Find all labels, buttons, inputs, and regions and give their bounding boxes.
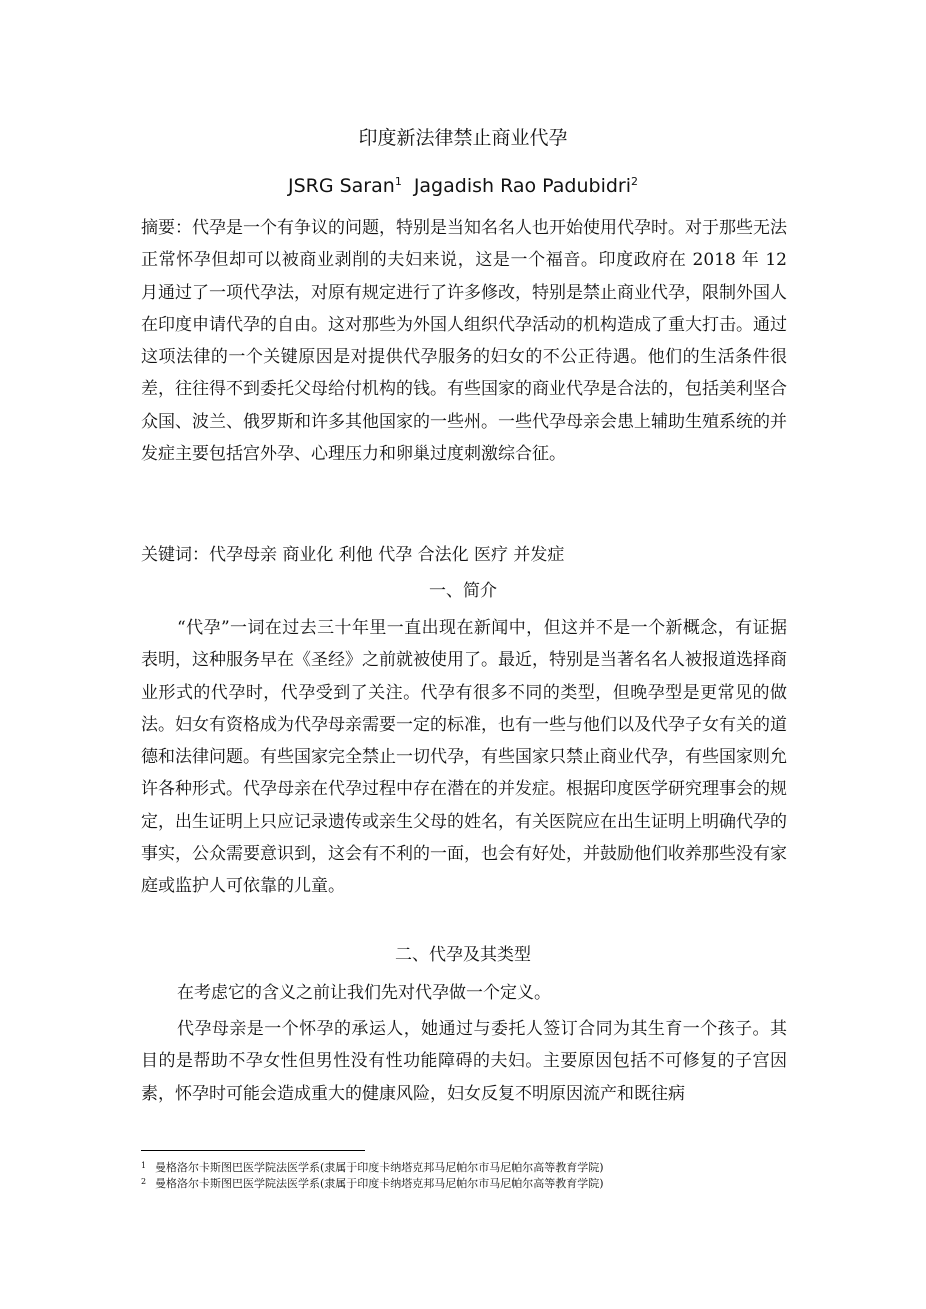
footnote-item: 1 曼格洛尔卡斯图巴医学院法医学系(隶属于印度卡纳塔克邦马尼帕尔市马尼帕尔高等教育学院) <box>141 1161 604 1174</box>
author-affiliation-mark: 2 <box>631 175 639 188</box>
footnote-divider <box>141 1150 365 1151</box>
definition-paragraph: 代孕母亲是一个怀孕的承运人，她通过与委托人签订合同为其生育一个孩子。其目的是帮助不孕女性但男性没有性功能障碍的夫妇。主要原因包括不可修复的子宫因素，怀孕时可能会造成重大的健康风险，妇女反复不明原因流产和既往病 <box>141 1019 787 1104</box>
author-name: JSRG Saran <box>287 175 395 197</box>
footnotes <box>141 1160 801 1192</box>
intro-paragraph: “代孕”一词在过去三十年里一直出现在新闻中，但这并不是一个新概念，有证据表明，这种服务早在《圣经》之前就被使用了。最近，特别是当著名名人被报道选择商业形式的代孕时，代孕受到了关注。代孕有很多不同的类型，但晚孕型是更常见的做法。妇女有资格成为代孕母亲需要一定的标准，也有一些与他们以及代孕子女有关的道德和法律问题。有些国家完全禁止一切代孕，有些国家只禁止商业代孕，有些国家则允许各种形式。代孕母亲在代孕过程中存在潜在的并发症。根据印度医学研究理事会的规定，出生证明上只应记录遗传或亲生父母的姓名，有关医院应在出生证明上明确代孕的事实，公众需要意识到，这会有不利的一面，也会有好处，并鼓励他们收养那些没有家庭或监护人可依靠的儿童。 <box>141 618 787 897</box>
footnote-item: 2 曼格洛尔卡斯图巴医学院法医学系(隶属于印度卡纳塔克邦马尼帕尔市马尼帕尔高等教育学院) <box>141 1177 604 1190</box>
definition-intro-paragraph: 在考虑它的含义之前让我们先对代孕做一个定义。 <box>177 983 551 1003</box>
keywords-line: 关键词：代孕母亲 商业化 利他 代孕 合法化 医疗 并发症 <box>141 545 565 565</box>
section-heading-intro: 一、简介 <box>429 581 497 601</box>
paper-title: 印度新法律禁止商业代孕 <box>358 127 568 149</box>
footnote-text: 曼格洛尔卡斯图巴医学院法医学系(隶属于印度卡纳塔克邦马尼帕尔市马尼帕尔高等教育学院) <box>155 1177 604 1190</box>
author-line <box>0 172 926 200</box>
author-affiliation-mark: 1 <box>394 175 402 188</box>
footnote-text: 曼格洛尔卡斯图巴医学院法医学系(隶属于印度卡纳塔克邦马尼帕尔市马尼帕尔高等教育学院) <box>155 1161 604 1174</box>
section-heading-types: 二、代孕及其类型 <box>395 945 531 965</box>
abstract-paragraph: 摘要：代孕是一个有争议的问题，特别是当知名名人也开始使用代孕时。对于那些无法正常怀孕但却可以被商业剥削的夫妇来说，这是一个福音。印度政府在 2018 年 12 月通过了一项代孕法，对原有规定进行了许多修改，特别是禁止商业代孕，限制外国人在印度申请代孕的自由。这对那些为外国人组织代孕活动的机构造成了重大打击。通过这项法律的一个关键原因是对提供代孕服务的妇女的不公正待遇。他们的生活条件很差，往往得不到委托父母给付机构的钱。有些国家的商业代孕是合法的，包括美利坚合众国、波兰、俄罗斯和许多其他国家的一些州。一些代孕母亲会患上辅助生殖系统的并发症主要包括宫外孕、心理压力和卵巢过度刺激综合征。 <box>141 218 787 465</box>
author-name: Jagadish Rao Padubidri <box>413 175 632 197</box>
